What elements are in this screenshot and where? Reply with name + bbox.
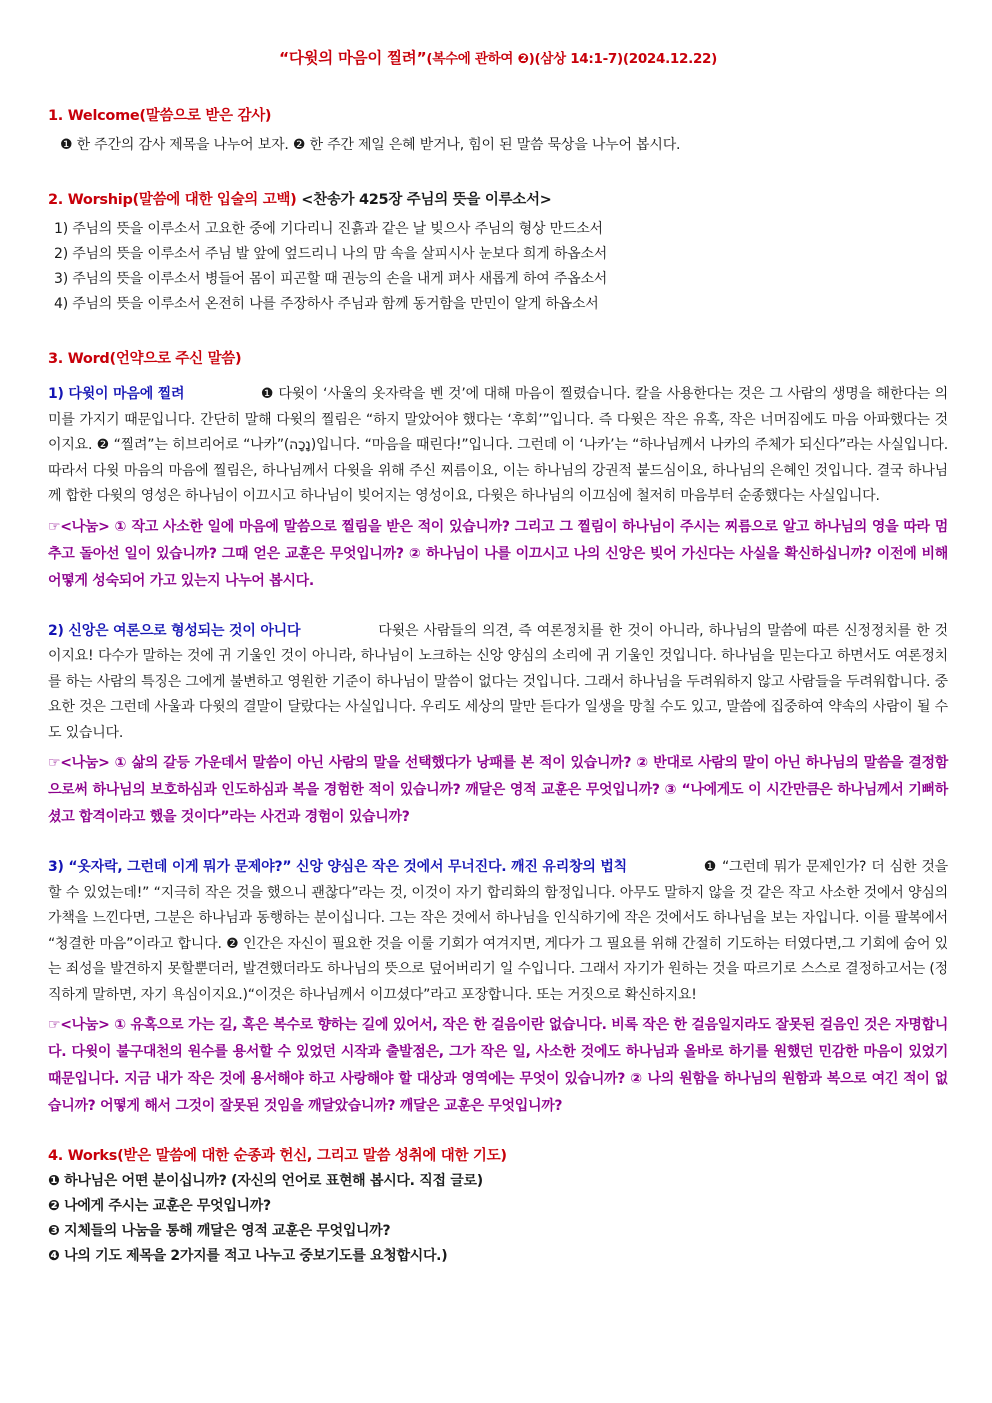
worship-section (48, 188, 948, 317)
worship-heading-row (48, 188, 948, 209)
hymn-title: <찬송가 425장 주님의 뜻을 이루소서> (301, 192, 552, 208)
subsection-text: 다윗은 사람들의 의견, 즉 여론정치를 한 것이 아니라, 하나님의 말씀에 따른 신정정치를 한 것이지요! 다수가 말하는 것에 귀 기울인 것이 아니라, 하나님이 노크하는 신앙 양심의 소리에 귀 기울인 것입니다. 하나님을 믿는다고 하면서도 여론정치를 하는 사람의 특징은 그에게 불변하고 영원한 기준이 하나님이 말씀이 없다는 것입니다. 그래서 하나님을 두려워하지 않고 사람들을 두려워합니다. 중요한 것은 그런데 사울과 다윗의 결말이 달랐다는 사실입니다. 우리도 세상의 말만 듣다가 일생을 망칠 수도 있고, 말씀에 집중하여 약속의 사람이 될 수도 있습니다. (48, 622, 948, 741)
word-subsection-2 (48, 619, 948, 832)
subsection-text: ❶ 다윗이 ‘사울의 옷자락을 벤 것’에 대해 마음이 찔렸습니다. 칼을 사용한다는 것은 그 사람의 생명을 해한다는 의미를 가지기 때문입니다. 간단히 말해 다윗의 찔림은 “하지 말았어야 했다는 ‘후회’”입니다. 즉 다윗은 작은 유혹, 작은 너머짐에도 마음 아파했다는 것이지요. ❷ “찔려”는 히브리어로 “나카”(נָכָה)입니다. “마음을 때린다!”입니다. 그런데 이 ‘나카’는 “하나님께서 나카의 주체가 되신다”라는 사실입니다. 따라서 다윗 마음의 마음에 찔림은, 하나님께서 다윗을 위해 주신 찌름이요, 이는 하나님의 강권적 붙드심이요, 하나님의 은혜인 것입니다. 결국 하나님께 합한 다윗의 영성은 하나님이 이끄시고 하나님이 빚어지는 영성이요, 다윗은 하나님의 이끄심에 철저히 마음부터 순종했다는 사실입니다. (48, 386, 948, 504)
subsection-body (48, 619, 948, 747)
worship-heading: 2. Worship(말씀에 대한 입술의 고백) (48, 192, 297, 208)
word-section (48, 347, 948, 1120)
title-main: “다윗의 마음이 찔려” (278, 49, 427, 67)
works-heading: 4. Works(받은 말씀에 대한 순종과 헌신, 그리고 말씀 성취에 대한 기도) (48, 1148, 507, 1164)
welcome-section (48, 104, 948, 158)
word-subsection-1 (48, 382, 948, 595)
title-sub: (복수에 관하여 ❷)(삼상 14:1-7)(2024.12.22) (426, 51, 717, 67)
works-item: ❶ 하나님은 어떤 분이십니까? (자신의 언어로 표현해 봅시다. 직접 글로) (48, 1173, 483, 1189)
welcome-text: ❶ 한 주간의 감사 제목을 나누어 보자. ❷ 한 주간 제일 은혜 받거나, 힘이 된 말씀 묵상을 나누어 봅시다. (60, 137, 681, 153)
hymn-verse: 2) 주님의 뜻을 이루소서 주님 발 앞에 엎드리니 나의 맘 속을 살피시사 눈보다 희게 하옵소서 (54, 246, 608, 262)
works-item: ❹ 나의 기도 제목을 2가지를 적고 나누고 중보기도를 요청합시다.) (48, 1248, 448, 1264)
word-subsection-3 (48, 855, 948, 1120)
share-questions: ☞<나눔> ① 작고 사소한 일에 마음에 말씀으로 찔림을 받은 적이 있습니까? 그리고 그 찔림이 하나님이 주시는 찌름으로 알고 하나님의 영을 따라 멈추고 돌아선 일이 있습니까? 그때 얻은 교훈은 무엇입니까? ② 하나님이 나를 이끄시고 나의 신앙은 빚어 가신다는 사실을 확신하십니까? 이전에 비해 어떻게 성숙되어 가고 있는지 나누어 봅시다. (48, 518, 948, 589)
subsection-body (48, 382, 948, 510)
share-questions: ☞<나눔> ① 유혹으로 가는 길, 혹은 복수로 향하는 길에 있어서, 작은 한 걸음이란 없습니다. 비록 작은 한 걸음일지라도 잘못된 걸음인 것은 자명합니다. 다윗이 불구대천의 원수를 용서할 수 있었던 시작과 출발점은, 그가 작은 일, 사소한 것에도 하나님과 올바로 하기를 원했던 민감한 마음이 있었기 때문입니다. 지금 내가 작은 것에 용서해야 하고 사랑해야 할 대상과 영역에는 무엇이 있습니까? ② 나의 원함을 하나님의 원함과 복으로 여긴 적이 없습니까? 어떻게 해서 그것이 잘못된 것임을 깨달았습니까? 깨달은 교훈은 무엇입니까? (48, 1017, 948, 1114)
word-heading: 3. Word(언약으로 주신 말씀) (48, 351, 242, 367)
subsection-title: 2) 신앙은 여론으로 형성되는 것이 아니다 (48, 622, 301, 639)
welcome-heading: 1. Welcome(말씀으로 받은 감사) (48, 108, 272, 124)
hymn-verse: 1) 주님의 뜻을 이루소서 고요한 중에 기다리니 진흙과 같은 날 빚으사 주님의 형상 만드소서 (54, 221, 603, 237)
subsection-title: 3) “옷자락, 그런데 이게 뭐가 문제야?” 신앙 양심은 작은 것에서 무너진다. 깨진 유리창의 법칙 (48, 859, 628, 875)
works-item: ❸ 지체들의 나눔을 통해 깨달은 영적 교훈은 무엇입니까? (48, 1223, 391, 1239)
worksheet-page (48, 40, 948, 1269)
works-item: ❷ 나에게 주시는 교훈은 무엇입니까? (48, 1198, 271, 1214)
works-section (48, 1144, 948, 1269)
subsection-title: 1) 다윗이 마음에 찔려 (48, 386, 185, 402)
share-questions: ☞<나눔> ① 삶의 갈등 가운데서 말씀이 아닌 사람의 말을 선택했다가 낭패를 본 적이 있습니까? ② 반대로 사람의 말이 아닌 하나님의 말씀을 결정함으로써 하나님의 보호하심과 인도하심과 복을 경험한 적이 있습니까? 깨달은 영적 교훈은 무엇입니까? ③ “나에게도 이 시간만큼은 하나님께서 기뻐하셨고 합격이라고 했을 것이다”라는 사건과 경험이 있습니까? (48, 755, 948, 825)
hymn-verse: 3) 주님의 뜻을 이루소서 병들어 몸이 피곤할 때 권능의 손을 내게 펴사 새롭게 하여 주옵소서 (54, 271, 608, 287)
subsection-text: ❶ “그런데 뭐가 문제인가? 더 심한 것을 할 수 있었는데!” “지극히 작은 것을 했으니 괜찮다”라는 것, 이것이 자기 합리화의 함정입니다. 아무도 말하지 않을 것 같은 작고 사소한 것에서 양심의 가책을 느낀다면, 그분은 하나님과 동행하는 분이십니다. 그는 작은 것에서 하나님을 인식하기에 작은 것에서도 하나님을 보는 자입니다. 이를 팔복에서 “청결한 마음”이라고 합니다. ❷ 인간은 자신이 필요한 것을 이룰 기회가 여겨지면, 게다가 그 필요를 위해 간절히 기도하는 터였다면,그 기회에 숨어 있는 죄성을 발견하지 못할뿐더러, 발견했더라도 하나님의 뜻으로 덮어버리기 일 수입니다. 그래서 자기가 원하는 것을 따르기로 스스로 결정하고서는 (정직하게 말하면, 자기 욕심이지요.)“이것은 하나님께서 이끄셨다”라고 포장합니다. 또는 거짓으로 확신하지요! (48, 859, 949, 1003)
page-title (48, 46, 948, 68)
hymn-verse: 4) 주님의 뜻을 이루소서 온전히 나를 주장하사 주님과 함께 동거함을 만민이 알게 하옵소서 (54, 296, 599, 312)
subsection-body (48, 855, 948, 1008)
